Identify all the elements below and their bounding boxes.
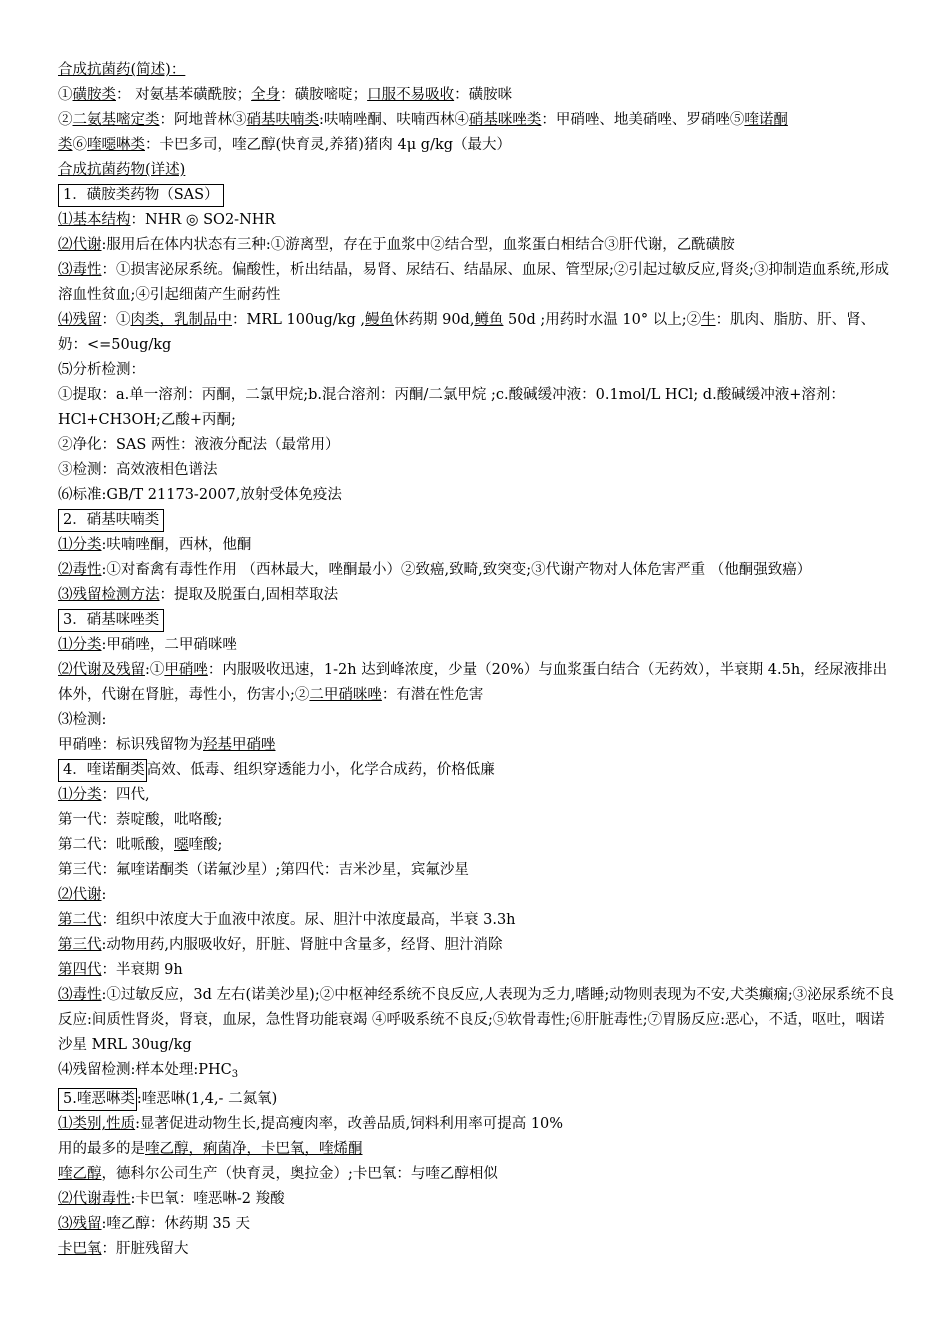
text-run: ⑴ [58, 637, 73, 653]
section-2-box: 2．硝基呋喃类 [58, 509, 164, 532]
text-run: :呋喃唑酮、呋喃西林④ [319, 112, 469, 128]
text-run: 喹酸; [188, 837, 223, 853]
text-run: 高效、低毒、组织穿透能力小，化学合成药，价格低廉 [146, 762, 495, 778]
text-run: 用的最多的是 [58, 1141, 145, 1157]
text-run: 类别,性质 [72, 1116, 136, 1132]
text-run: :喹恶啉(1,4,- 二氮氧) [136, 1091, 278, 1107]
text-run: 牛 [701, 312, 716, 328]
text-run: ⑵ [58, 1191, 73, 1207]
text-run: :①过敏反应，3d 左右(诺美沙星);②中枢神经系统不良反应,人表现为乏力,嗜睡;动物则表现为不安,犬类癫痫;③泌尿系统不良反应:间质性肾炎，肾衰，血尿，急性肾功能衰竭 ④呼吸系统不良反;⑤软骨毒性;⑥肝脏毒性;⑦胃肠反应:恶心，不适，呕吐，咽诺沙星 MRL 30ug/kg [58, 987, 895, 1053]
text-run: ：磺胺嘧啶； [280, 87, 368, 103]
text-run: 残留检测方法 [72, 587, 160, 603]
text-run: ：阿地普林③ [159, 112, 247, 128]
text-run: 残留 [72, 312, 102, 328]
brief-line-1 [58, 83, 898, 108]
text-run: 代谢 [72, 237, 102, 253]
text-run: 口服不易吸收 [367, 87, 455, 103]
text-run: 毒性 [72, 987, 102, 1003]
text-run: 磺胺类 [72, 87, 116, 103]
text-run: 基本结构 [72, 212, 131, 228]
nitroimidazole-marker [58, 733, 898, 758]
text-run: ② [58, 112, 73, 128]
text-run: ⑵ [58, 887, 73, 903]
quinolone-toxicity [58, 983, 898, 1058]
quinolone-residue-detection [58, 1058, 898, 1087]
text-run: 卡巴氧 [58, 1241, 102, 1257]
sas-standard: ⑹标准:GB/T 21173-2007,放射受体免疫法 [58, 487, 342, 503]
text-run: 喹诺酮 [744, 112, 788, 128]
text-run: :①对畜禽有毒性作用 （西林最大，唑酮最小）②致癌,致畸,致突变;③代谢产物对人体危害严重 （他酮强致癌） [101, 562, 812, 578]
text-run: ：四代, [101, 787, 150, 803]
text-run: ⑷残留检测:样本处理:PHC [58, 1062, 232, 1078]
text-run: 鳟鱼 [474, 312, 504, 328]
text-run: 二甲硝咪唑 [309, 687, 382, 703]
text-run: 第二代 [58, 912, 102, 928]
sas-structure [58, 208, 898, 233]
text-run: ⑶ [58, 987, 73, 1003]
text-run: :卡巴氧：喹恶啉-2 羧酸 [130, 1191, 285, 1207]
text-run: 50d ;用药时水温 10° 以上;② [503, 312, 702, 328]
text-run: : [101, 887, 107, 903]
text-run: :服用后在体内状态有三种:①游离型，存在于血浆中②结合型，血浆蛋白相结合③肝代谢，乙酰磺胺 [101, 237, 735, 253]
text-run: 硝基咪唑类 [468, 112, 542, 128]
document-body [58, 58, 898, 1262]
nitrofuran-residue-method [58, 583, 898, 608]
text-run: ： 对氨基苯磺酰胺； [116, 87, 252, 103]
quinoxaline-residue [58, 1212, 898, 1237]
text-run: 残留 [72, 1216, 102, 1232]
sas-purification: ②净化：SAS 两性：液液分配法（最常用） [58, 437, 340, 453]
brief-title [58, 58, 898, 83]
text-run: 硝基呋喃类 [246, 112, 319, 128]
text-run: ：组织中浓度大于血液中浓度。尿、胆汁中浓度最高，半衰 3.3h [101, 912, 516, 928]
text-run: ⑵ [58, 562, 73, 578]
brief-line-3 [58, 133, 898, 158]
sas-extraction: ①提取：a.单一溶剂：丙酮，二氯甲烷;b.混合溶剂：丙酮/二氯甲烷 ;c.酸碱缓冲液：0.1mol/L HCl; d.酸碱缓冲液+溶剂：HCl+CH3OH;乙酸+丙酮; [58, 387, 845, 428]
text-run: ：① [101, 312, 131, 328]
text-run: ：①损害泌尿系统。偏酸性，析出结晶，易肾、尿结石、结晶尿、血尿、管型尿;②引起过敏反应,肾炎;③抑制造血系统,形成溶血性贫血;④引起细菌产生耐药性 [58, 262, 889, 303]
text-run: 类 [58, 137, 73, 153]
text-run: 喹噁啉类 [87, 137, 145, 153]
text-run: 噁 [174, 837, 189, 853]
sas-toxicity [58, 258, 898, 308]
text-run: ：半衰期 9h [101, 962, 183, 978]
section-5-box: 5.喹恶啉类 [58, 1088, 137, 1111]
text-run: 第四代 [58, 962, 102, 978]
text-run: 3 [231, 1069, 239, 1080]
section-3-box: 3．硝基咪唑类 [58, 609, 164, 632]
text-run: ：肌肉、脂肪、肝、肾、奶：<=50ug/kg [58, 312, 876, 353]
sas-detection: ③检测：高效液相色谱法 [58, 462, 218, 478]
text-run: 代谢 [72, 887, 102, 903]
text-run: 第二代：吡哌酸， [58, 837, 174, 853]
text-run: 甲硝唑 [164, 662, 208, 678]
text-run: :① [145, 662, 165, 678]
text-run: ⑶ [58, 1216, 73, 1232]
text-run: ⑵ [58, 662, 73, 678]
text-run: ：肝脏残留大 [101, 1241, 189, 1257]
text-run: 肉类，乳制品中 [130, 312, 232, 328]
text-run: ：MRL 100ug/kg , [232, 312, 365, 328]
text-run: :呋喃唑酮，西林，他酮 [101, 537, 252, 553]
quinoxaline-properties [58, 1112, 898, 1137]
quinoxaline-olaquindox [58, 1162, 898, 1187]
nitroimidazole-detection: ⑶检测: [58, 712, 107, 728]
text-run: :动物用药,内服吸收好，肝脏、肾脏中含量多，经肾、胆汁消除 [101, 937, 503, 953]
sas-residue [58, 308, 898, 358]
text-run: 第三代 [58, 937, 102, 953]
text-run: ⑥ [72, 137, 87, 153]
text-run: 代谢毒性 [72, 1191, 131, 1207]
brief-line-2 [58, 108, 898, 133]
quinoxaline-carbadox [58, 1237, 898, 1262]
quinolone-gen-2 [58, 833, 898, 858]
text-run: :显著促进动物生长,提高瘦肉率，改善品质,饲料利用率可提高 10% [135, 1116, 564, 1132]
text-run: :甲硝唑，二甲硝咪唑 [101, 637, 237, 653]
text-run: ⑶ [58, 262, 73, 278]
text-run: 代谢及残留 [72, 662, 145, 678]
quinolone-metabolism-gen-4 [58, 958, 898, 983]
text-run: 羟基甲硝唑 [203, 737, 276, 753]
text-run: 鳗鱼 [364, 312, 394, 328]
text-run: 休药期 90d, [393, 312, 475, 328]
text-run: ：卡巴多司，喹乙醇(快育灵,养猪)猪肉 4μ g/kg（最大） [145, 137, 512, 153]
text-run: ① [58, 87, 73, 103]
text-run: ⑷ [58, 312, 73, 328]
nitroimidazole-classification [58, 633, 898, 658]
quinolone-metabolism-gen-3 [58, 933, 898, 958]
text-run: ：甲硝唑、地美硝唑、罗硝唑⑤ [541, 112, 745, 128]
text-run: 分类 [72, 787, 102, 803]
text-run: 全身 [251, 87, 281, 103]
sas-metabolism [58, 233, 898, 258]
text-run: 分类 [72, 537, 102, 553]
sas-analysis: ⑸分析检测： [58, 362, 145, 378]
text-run: ：提取及脱蛋白,固相萃取法 [159, 587, 339, 603]
text-run: 喹乙醇，痢菌净，卡巴氧，喹烯酮 [145, 1141, 363, 1157]
text-run: :喹乙醇：休药期 35 天 [101, 1216, 251, 1232]
text-run: 二氨基嘧定类 [72, 112, 160, 128]
text-run: 分类 [72, 637, 102, 653]
section-4-box: 4．喹诺酮类 [58, 759, 147, 782]
text-run: ：内服吸收迅速，1-2h 达到峰浓度，少量（20%）与血浆蛋白结合（无药效），半衰期 4.5h，经尿液排出体外，代谢在肾脏，毒性小，伤害小;② [58, 662, 888, 703]
section-5-heading [58, 1087, 898, 1112]
text-run: ⑴ [58, 537, 73, 553]
section-3-heading [58, 608, 898, 633]
text-run: ⑴ [58, 212, 73, 228]
text-run: ：有潜在性危害 [381, 687, 484, 703]
section-1-box: 1．磺胺类药物（SAS） [58, 184, 224, 207]
text-run: ⑶ [58, 587, 73, 603]
text-run: ：磺胺咪 [454, 87, 513, 103]
detail-title [58, 158, 898, 183]
section-2-heading [58, 508, 898, 533]
quinolone-gen-3-4: 第三代：氟喹诺酮类（诺氟沙星）;第四代：吉米沙星，宾氟沙星 [58, 862, 469, 878]
text-run: 合成抗菌药(简述)： [58, 62, 186, 78]
quinoxaline-most-used [58, 1137, 898, 1162]
text-run: ⑵ [58, 237, 73, 253]
text-run: 毒性 [72, 562, 102, 578]
text-run: ，德科尔公司生产（快育灵，奥拉金）;卡巴氧：与喹乙醇相似 [101, 1166, 498, 1182]
section-4-heading [58, 758, 898, 783]
nitrofuran-toxicity [58, 558, 898, 583]
nitrofuran-classification [58, 533, 898, 558]
text-run: 合成抗菌药物(详述) [58, 162, 186, 178]
text-run: ⑴ [58, 1116, 73, 1132]
text-run: 喹乙醇 [58, 1166, 102, 1182]
quinolone-classification [58, 783, 898, 808]
quinoxaline-metabolism [58, 1187, 898, 1212]
nitroimidazole-metabolism [58, 658, 898, 708]
quinolone-metabolism [58, 883, 898, 908]
quinolone-gen-1: 第一代：萘啶酸，吡咯酸; [58, 812, 223, 828]
quinolone-metabolism-gen-2 [58, 908, 898, 933]
text-run: 甲硝唑：标识残留物为 [58, 737, 203, 753]
text-run: 毒性 [72, 262, 102, 278]
text-run: ⑴ [58, 787, 73, 803]
section-1-heading [58, 183, 898, 208]
text-run: ：NHR ◎ SO2-NHR [130, 212, 276, 228]
